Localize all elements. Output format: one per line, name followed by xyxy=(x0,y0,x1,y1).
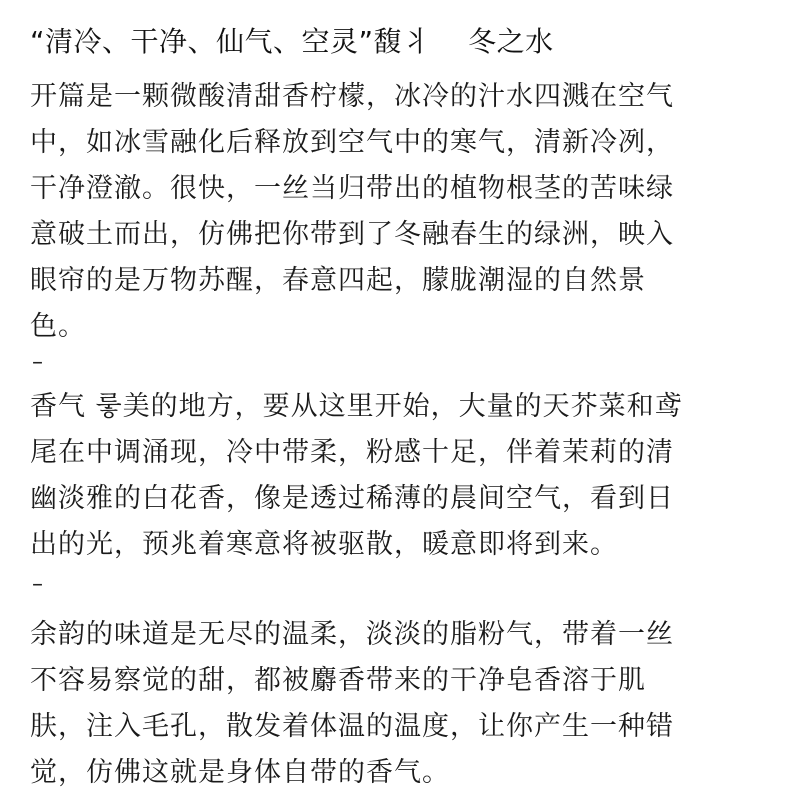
paragraph-1-line-2: 中，如冰雪融化后释放到空气中的寒气，清新冷冽， xyxy=(30,127,674,158)
article-title: “清冷、干净、仙气、空灵”馥丬 冬之水 xyxy=(30,25,554,58)
section-separator-2: – xyxy=(32,572,43,597)
paragraph-3-line-3: 肤，注入毛孔，散发着体温的温度，让你产生一种错 xyxy=(30,711,674,742)
paragraph-2-line-4: 出的光，预兆着寒意将被驱散，暖意即将到来。 xyxy=(30,529,618,560)
paragraph-1-line-6: 色。 xyxy=(30,311,86,342)
paragraph-2-line-1: 香气 뤃美的地方，要从这里开始，大量的天芥菜和鸢 xyxy=(30,391,683,422)
paragraph-1-line-1: 开篇是一颗微酸清甜香柠檬，冰冷的汁水四溅在空气 xyxy=(30,81,674,112)
paragraph-1-line-4: 意破土而出，仿佛把你带到了冬融春生的绿洲，映入 xyxy=(30,219,674,250)
paragraph-2-line-2: 尾在中调涌现，冷中带柔，粉感十足，伴着茉莉的清 xyxy=(30,437,674,468)
paragraph-1-line-5: 眼帘的是万物苏醒，春意四起，朦胧潮湿的自然景 xyxy=(30,265,646,296)
paragraph-3-line-4: 觉，仿佛这就是身体自带的香气。 xyxy=(30,757,450,788)
paragraph-3-line-2: 不容易察觉的甜，都被麝香带来的干净皂香溶于肌 xyxy=(30,665,646,696)
paragraph-1-line-3: 干净澄澈。很快，一丝当归带出的植物根茎的苦味绿 xyxy=(30,173,674,204)
paragraph-3-line-1: 余韵的味道是无尽的温柔，淡淡的脂粉气，带着一丝 xyxy=(30,619,674,650)
paragraph-2-line-3: 幽淡雅的白花香，像是透过稀薄的晨间空气，看到日 xyxy=(30,483,674,514)
section-separator-1: – xyxy=(32,350,43,375)
